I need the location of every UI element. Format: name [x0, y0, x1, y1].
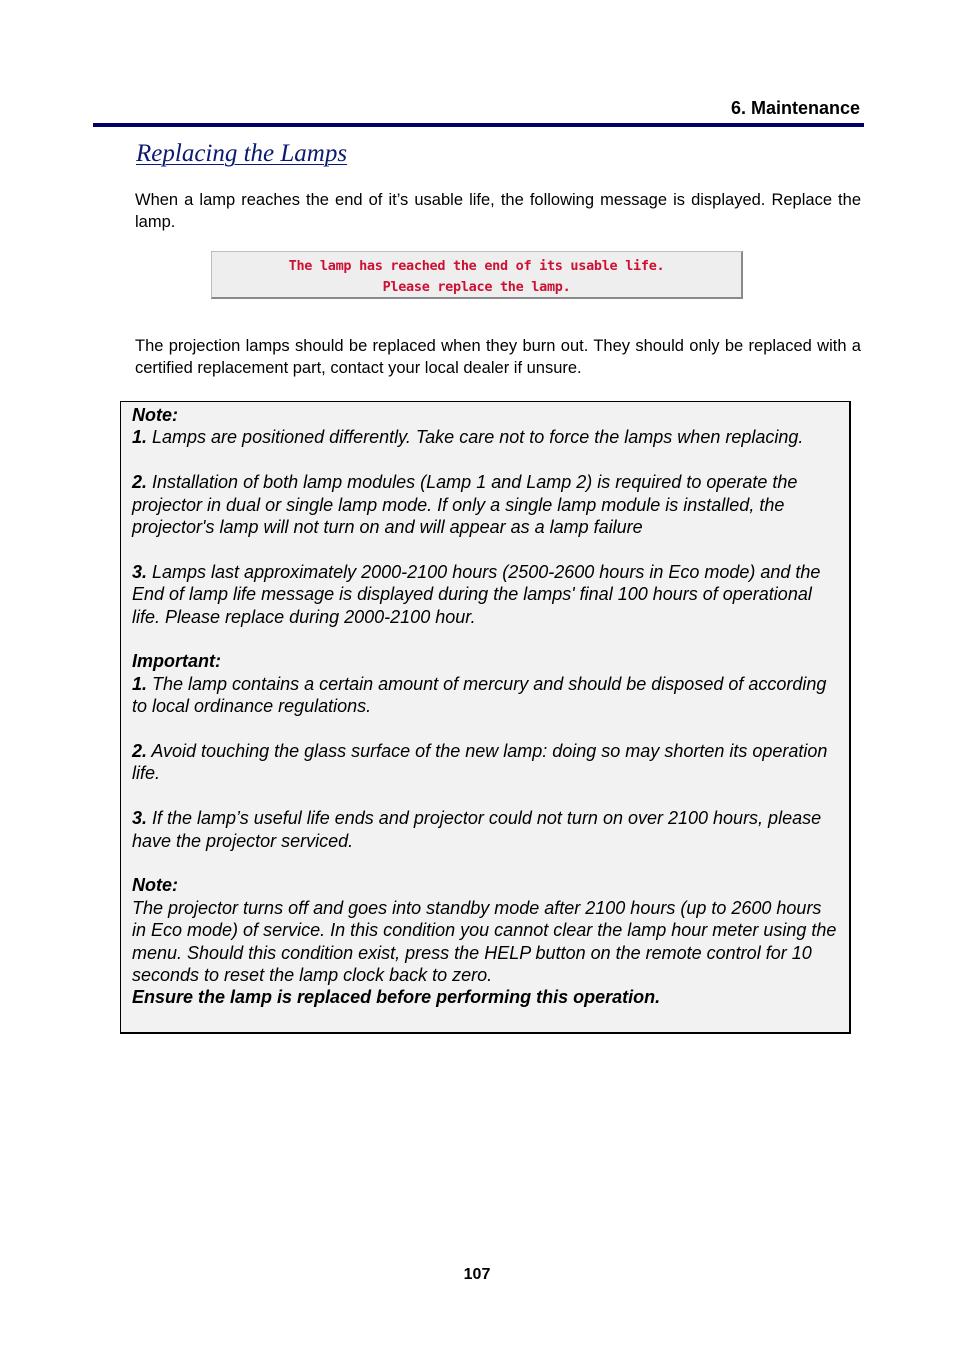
replacement-paragraph: The projection lamps should be replaced when they burn out. They should only be replaced with a certified replacement part, contact your local dealer if unsure. — [135, 337, 861, 377]
important-item-1 — [132, 673, 839, 718]
note-box — [120, 401, 851, 1034]
important-item-1-text: The lamp contains a certain amount of mercury and should be disposed of according to local ordinance regulations. — [132, 673, 827, 717]
important-heading: Important: — [132, 651, 221, 672]
note-item-1-text: Lamps are positioned differently. Take care not to force the lamps when replacing. — [147, 427, 804, 448]
header-rule — [93, 123, 864, 127]
note-item-2 — [132, 471, 839, 538]
note-heading: Note: — [132, 405, 178, 425]
section-header: 6. Maintenance — [730, 98, 860, 118]
important-item-2-num: 2. — [132, 741, 148, 762]
note-item-1 — [132, 426, 839, 448]
note-item-3 — [132, 561, 839, 628]
page-number: 107 — [463, 1266, 491, 1283]
important-item-3-text: If the lamp’s useful life ends and projector could not turn on over 2100 hours, please have the projector serviced. — [132, 808, 822, 851]
lamp-warning-message — [211, 251, 743, 299]
note-item-2-text: Installation of both lamp modules (Lamp 1 and Lamp 2) is required to operate the projector in dual or single lamp mode. If only a single lamp module is installed, the projector's lamp will not turn on and will appear as a lamp failure — [132, 472, 798, 538]
page-title: Replacing the Lamps — [136, 140, 348, 167]
important-item-1-num: 1. — [132, 673, 148, 694]
important-item-3 — [132, 807, 839, 852]
message-line-2: Please replace the lamp. — [382, 279, 571, 295]
note-item-2-num: 2. — [132, 472, 148, 493]
note2-heading: Note: — [132, 875, 178, 896]
important-item-2 — [132, 740, 839, 785]
intro-paragraph: When a lamp reaches the end of it’s usable life, the following message is displayed. Replace the lamp. — [135, 191, 861, 231]
note2-text: The projector turns off and goes into standby mode after 2100 hours (up to 2600 hours in Eco mode) of service. In this condition you cannot clear the lamp hour meter using the menu. Should this condition exist, press the HELP button on the remote control for 10 seconds to reset the lamp clock back to zero. — [132, 897, 837, 986]
important-item-3-num: 3. — [132, 808, 148, 829]
note-item-1-num: 1. — [132, 427, 148, 448]
important-item-2-text: Avoid touching the glass surface of the new lamp: doing so may shorten its operation life. — [132, 741, 828, 784]
note2-bold-warning: Ensure the lamp is replaced before performing this operation. — [132, 987, 661, 1008]
note-item-3-num: 3. — [132, 561, 148, 582]
message-line-1: The lamp has reached the end of its usable life. — [288, 258, 665, 274]
note-item-3-text: Lamps last approximately 2000-2100 hours (2500-2600 hours in Eco mode) and the End of lamp life message is displayed during the lamps' final 100 hours of operational life. Please replace during 2000-2100 hour. — [132, 561, 821, 627]
